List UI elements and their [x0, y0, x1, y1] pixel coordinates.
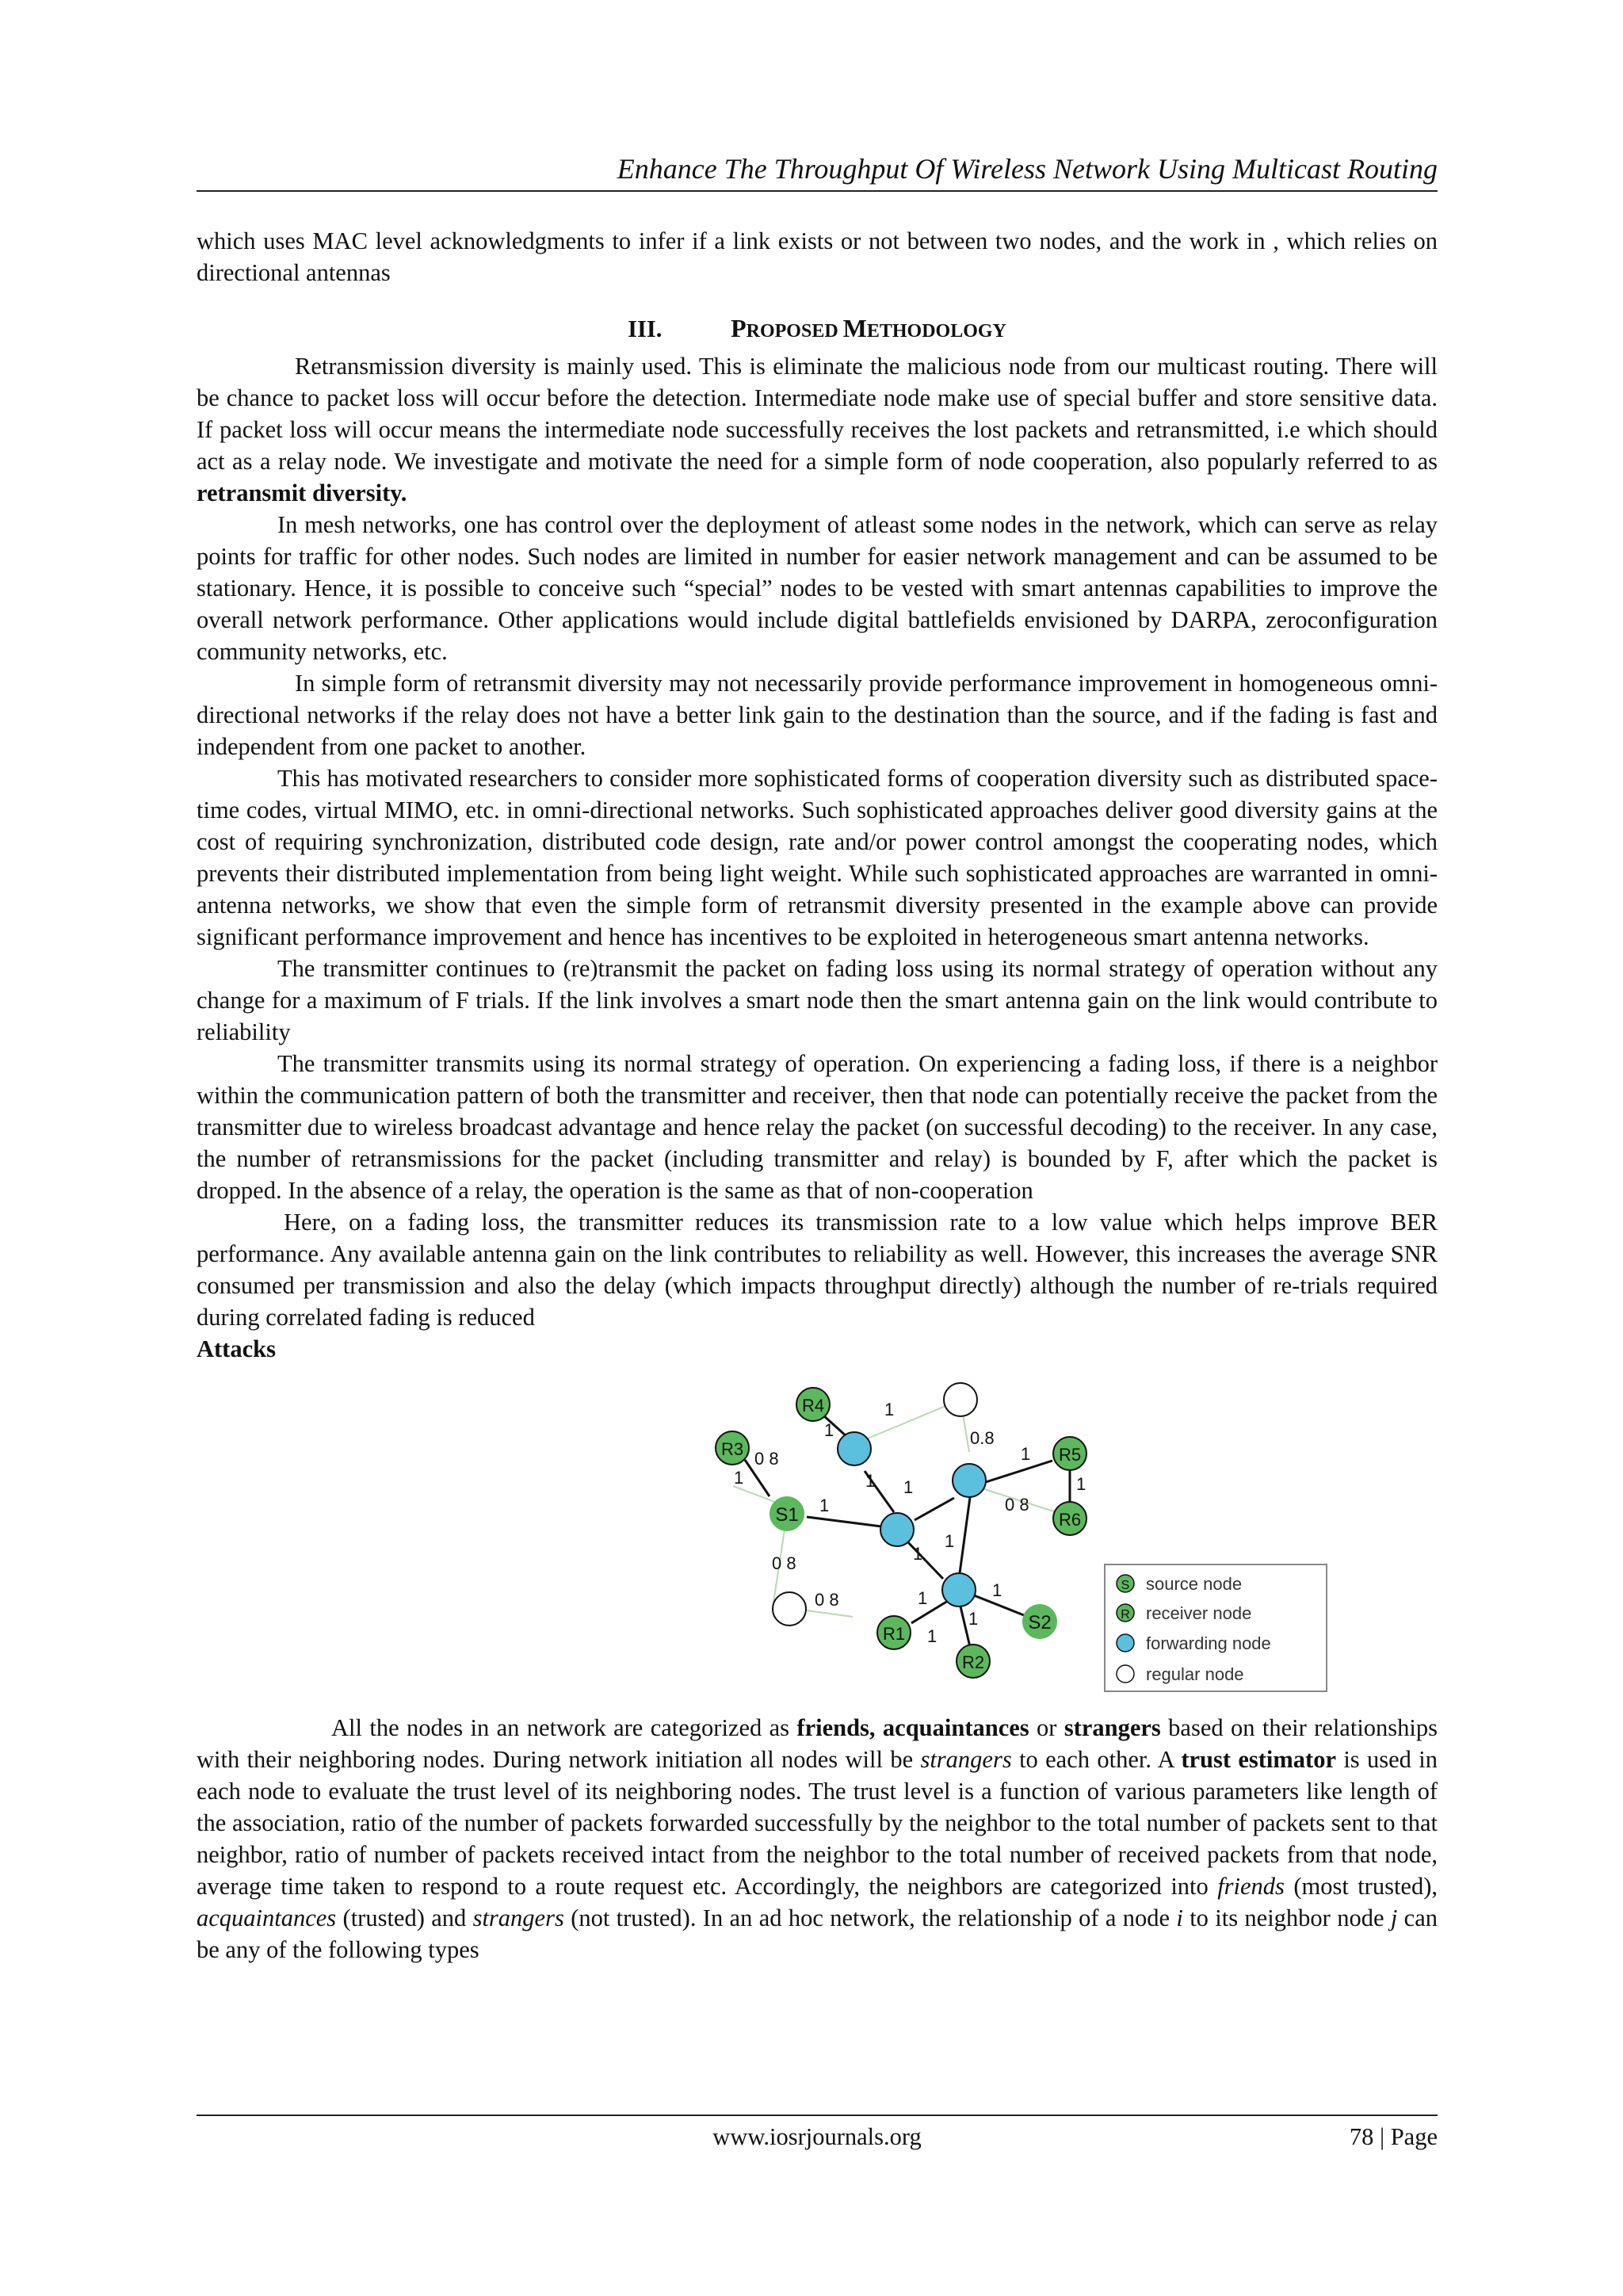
svg-text:R: R [1121, 1608, 1130, 1622]
weight-s1-f2: 1 [819, 1496, 830, 1515]
svg-text:R4: R4 [801, 1396, 825, 1415]
weight-f3-r6: 0 8 [1005, 1495, 1029, 1515]
paragraph-fading-loss: Here, on a fading loss, the transmitter reduces its transmission rate to a low value which helps improve BER performance. Any available antenna gain on the link contributes to reliability as well. However, this increases the average SNR consumed per transmission and also the delay (which impacts throughput directly) although the number of re-trials required during correlated fading is reduced [197, 1209, 1438, 1331]
weight-s1-f1: 0 8 [754, 1449, 779, 1469]
term-trust-estimator: trust estimator [1181, 1746, 1336, 1773]
weight-r4-f1: 1 [824, 1420, 834, 1440]
attacks-heading: Attacks [197, 1335, 276, 1362]
edge-f2-f4 [907, 1541, 943, 1579]
edge-f3-r5 [986, 1461, 1052, 1482]
paragraph-mesh-networks: In mesh networks, one has control over the deployment of atleast some nodes in the network, which can serve as relay points for traffic for other nodes. Such nodes are limited in number for easier network management and can be assumed to be stationary. Hence, it is possible to conceive such “special” nodes to be vested with smart antennas capabilities to improve the overall network performance. Other applications would include digital battlefields envisioned by DARPA, zeroconfiguration community networks, etc. [197, 511, 1438, 665]
figure-legend [1105, 1564, 1327, 1691]
svg-text:R2: R2 [961, 1652, 985, 1672]
weight-r5-r6: 1 [1076, 1474, 1086, 1494]
svg-text:R5: R5 [1058, 1445, 1082, 1465]
edge-f2-f3 [915, 1498, 954, 1520]
weight-r3-s1: 1 [734, 1468, 744, 1488]
weight-f4-r1: 1 [918, 1588, 928, 1608]
node-s2 [1023, 1605, 1056, 1638]
legend-forwarding-swatch [1117, 1634, 1134, 1652]
svg-text:S: S [1121, 1579, 1130, 1592]
node-s1 [770, 1497, 804, 1530]
weight-f4-r2: 1 [968, 1609, 979, 1629]
weight-s1-reg: 0 8 [772, 1553, 796, 1573]
legend-regular-label: regular node [1146, 1664, 1244, 1684]
weight-r1-r2: 1 [927, 1626, 938, 1646]
node-r4 [796, 1388, 830, 1421]
paragraph-motivated-researchers: This has motivated researchers to consider more sophisticated forms of cooperation diversity such as distributed space-time codes, virtual MIMO, etc. in omni-directional networks. Such sophisticated approaches deliver good diversity gains at the cost of requiring synchronization, distributed code design, rate and/or power control amongst the cooperating nodes, which prevents their distributed implementation from being light weight. While such sophisticated approaches are warranted in omni-antenna networks, we show that even the simple form of retransmit diversity presented in the example above can provide significant performance improvement and hence has incentives to be exploited in heterogeneous smart antenna networks. [197, 765, 1438, 950]
paragraph-simple-form: In simple form of retransmit diversity may not necessarily provide performance improvement in homogeneous omni-directional networks if the relay does not have a better link gain to the destination than the source, and if the fading is fast and independent from one packet to another. [197, 670, 1438, 760]
weight-f3-r5: 1 [1021, 1444, 1031, 1464]
network-figure [197, 1371, 1438, 1704]
weight-f1-top: 1 [884, 1400, 895, 1419]
edge-s1-f2 [807, 1517, 881, 1526]
node-forwarding-4 [942, 1573, 976, 1606]
term-retransmit-diversity: retransmit diversity. [197, 479, 407, 506]
node-r1 [877, 1616, 911, 1649]
svg-text:S2: S2 [1028, 1612, 1052, 1633]
weight-f4-s2: 1 [992, 1580, 1002, 1600]
svg-text:R3: R3 [720, 1439, 744, 1459]
node-r2 [957, 1645, 990, 1678]
body-text [197, 225, 1438, 1966]
node-r3 [716, 1431, 749, 1465]
legend-receiver-label: receiver node [1146, 1603, 1252, 1623]
weight-f2-f3: 1 [903, 1477, 914, 1497]
svg-text:S1: S1 [775, 1504, 799, 1526]
multicast-network-diagram [506, 1371, 1338, 1704]
section-number: III. [628, 315, 663, 342]
footer-rule [197, 2115, 1438, 2116]
section-heading: III. PROPOSED METHODOLOGY [197, 312, 1438, 347]
node-regular-left [773, 1592, 806, 1626]
paragraph-trust: All the nodes in an network are categorized as friends, acquaintances or strangers based on their relationships with their neighboring nodes. During network initiation all nodes will be strangers to each other. A trust estimator is used in each node to evaluate the trust level of its neighboring nodes. The trust level is a function of various parameters like length of the association, ratio of the number of packets forwarded successfully by the neighbor to the total number of packets sent to that neighbor, ratio of number of packets received intact from the neighbor to the total number of received packets from that node, average time taken to respond to a route request etc. Accordingly, the neighbors are categorized into friends (most trusted), acquaintances (trusted) and strangers (not trusted). In an ad hoc network, the relationship of a node i to its neighbor node j can be any of the following types [197, 1714, 1438, 1963]
node-forwarding-1 [838, 1432, 871, 1465]
edge-reg-r1 [807, 1610, 853, 1617]
legend-source-label: source node [1146, 1574, 1243, 1594]
legend-regular-swatch [1117, 1665, 1134, 1683]
svg-text:R1: R1 [882, 1624, 906, 1644]
weight-reg-r1: 0 8 [815, 1590, 839, 1610]
paragraph-transmitter-transmits: The transmitter transmits using its normal strategy of operation. On experiencing a fading loss, if there is a neighbor within the communication pattern of both the transmitter and receiver, then that node can potentially receive the packet from the transmitter due to wireless broadcast advantage and hence relay the packet (on successful decoding) to the receiver. In any case, the number of retransmissions for the packet (including transmitter and relay) is bounded by F, after which the packet is dropped. In the absence of a relay, the operation is the same as that of non-cooperation [197, 1050, 1438, 1204]
footer-page-number: 78 | Page [1349, 2123, 1438, 2150]
node-forwarding-3 [953, 1464, 986, 1497]
weight-f1-f2: 1 [865, 1471, 876, 1491]
weight-f2-f4: 1 [913, 1544, 923, 1564]
paragraph-retransmission: Retransmission diversity is mainly used. This is eliminate the malicious node from our multicast routing. There will be chance to packet loss will occur before the detection. Intermediate node make use of special buffer and store sensitive data. If packet loss will occur means the intermediate node successfully receives the lost packets and retransmitted, i.e which should act as a relay node. We investigate and motivate the need for a simple form of node cooperation, also popularly referred to as retransmit diversity. [197, 353, 1438, 506]
edge-f3-f4 [960, 1492, 971, 1573]
node-r6 [1053, 1502, 1086, 1535]
header-rule [197, 190, 1438, 192]
weight-f3-top: 0.8 [970, 1428, 995, 1448]
paragraph-transmitter-continues: The transmitter continues to (re)transmit the packet on fading loss using its normal strategy of operation without any change for a maximum of F trials. If the link involves a smart node then the smart antenna gain on the link would contribute to reliability [197, 955, 1438, 1045]
intro-continuation: which uses MAC level acknowledgments to infer if a link exists or not between two nodes, and the work in , which relies on directional antennas [197, 227, 1438, 286]
node-forwarding-2 [880, 1513, 914, 1546]
footer-url: www.iosrjournals.org [712, 2123, 922, 2150]
svg-text:R6: R6 [1058, 1510, 1082, 1530]
node-r5 [1053, 1437, 1086, 1470]
node-regular-top [944, 1383, 977, 1416]
edge-f4-r1 [911, 1601, 948, 1623]
weight-f3-f4: 1 [945, 1531, 955, 1551]
legend-forwarding-label: forwarding node [1146, 1633, 1271, 1653]
running-header: Enhance The Throughput Of Wireless Network Using Multicast Routing [617, 153, 1438, 185]
